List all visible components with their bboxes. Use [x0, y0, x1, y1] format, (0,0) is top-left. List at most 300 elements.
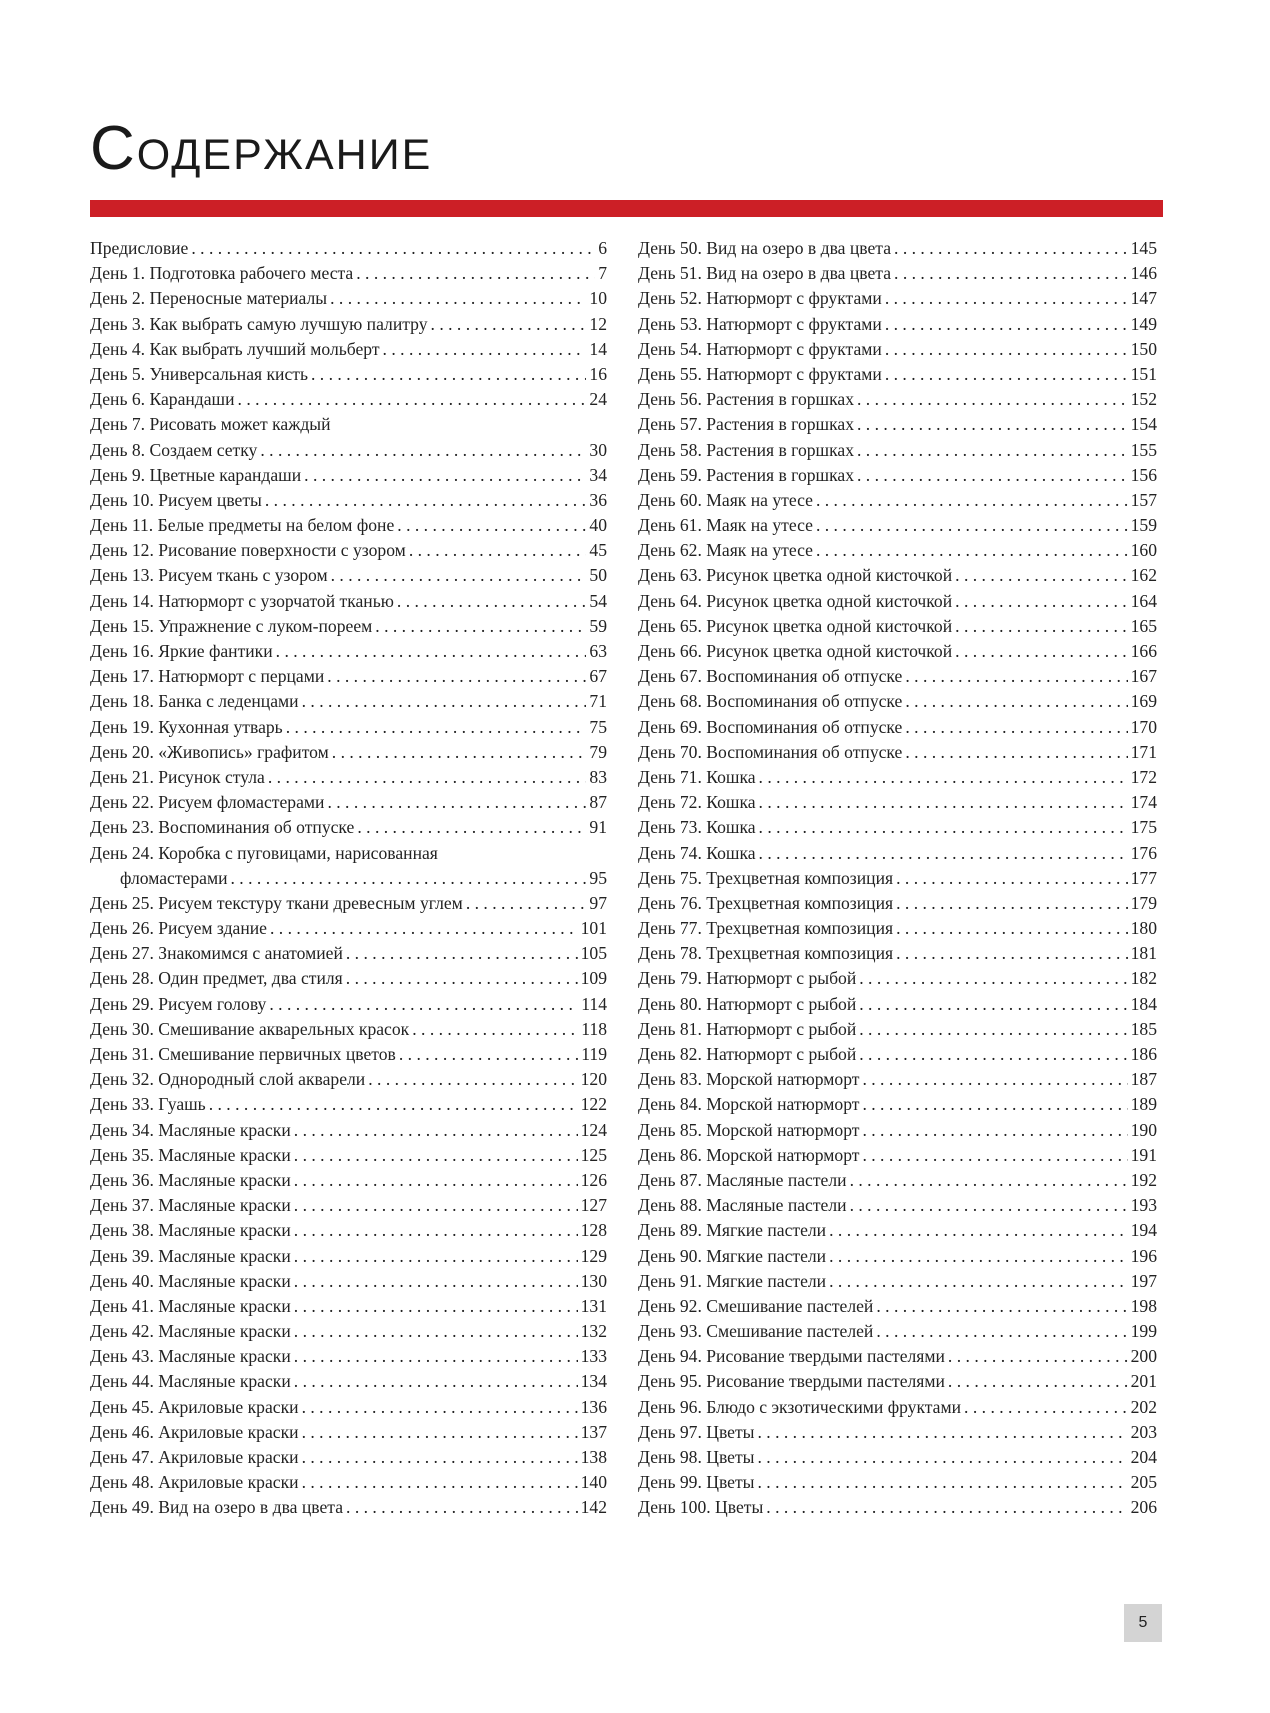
toc-entry-page: 180 — [1130, 918, 1157, 939]
toc-entry[interactable] — [90, 1168, 607, 1193]
dot-leader — [905, 689, 1127, 714]
toc-entry[interactable] — [638, 513, 1157, 538]
toc-entry-page: 177 — [1130, 867, 1157, 888]
toc-column-left — [90, 236, 607, 1521]
toc-entry-title: День 57. Растения в горшках — [638, 414, 854, 435]
toc-entry-title: День 53. Натюрморт с фруктами — [638, 313, 882, 334]
toc-entry[interactable] — [638, 261, 1157, 286]
toc-entry-title: День 6. Карандаши — [90, 389, 235, 410]
toc-entry[interactable] — [90, 992, 607, 1017]
dot-leader — [368, 1067, 577, 1092]
toc-entry[interactable] — [638, 387, 1157, 412]
toc-entry[interactable] — [90, 1395, 607, 1420]
toc-entry[interactable] — [638, 589, 1157, 614]
toc-entry[interactable] — [90, 312, 607, 337]
toc-entry[interactable] — [90, 1092, 607, 1117]
toc-entry-page: 145 — [1130, 238, 1157, 258]
toc-entry-title: День 58. Растения в горшках — [638, 439, 854, 460]
toc-entry[interactable] — [638, 438, 1157, 463]
toc-entry-title: День 32. Однородный слой акварели — [90, 1069, 366, 1090]
toc-entry[interactable] — [638, 1470, 1157, 1495]
dot-leader — [829, 1244, 1128, 1269]
toc-entry-page: 140 — [580, 1472, 607, 1493]
toc-entry[interactable] — [638, 337, 1157, 362]
toc-entry-title: День 85. Морской натюрморт — [638, 1119, 860, 1140]
toc-entry[interactable] — [638, 941, 1157, 966]
toc-entry-title: День 96. Блюдо с экзотическими фруктами — [638, 1396, 962, 1417]
dot-leader — [357, 815, 586, 840]
toc-entry[interactable] — [90, 1193, 607, 1218]
dot-leader — [332, 740, 587, 765]
toc-entry[interactable] — [90, 966, 607, 991]
dot-leader — [294, 1344, 578, 1369]
toc-entry-page: 156 — [1130, 464, 1157, 485]
toc-entry[interactable] — [638, 312, 1157, 337]
dot-leader — [816, 488, 1128, 513]
toc-entry[interactable] — [90, 1470, 607, 1495]
dot-leader — [302, 1445, 578, 1470]
toc-entry-title: День 48. Акриловые краски — [90, 1472, 299, 1493]
toc-entry[interactable] — [638, 1067, 1157, 1092]
toc-entry[interactable] — [90, 891, 607, 916]
dot-leader — [276, 639, 587, 664]
toc-entry[interactable] — [90, 589, 607, 614]
toc-entry-title: День 81. Натюрморт с рыбой — [638, 1018, 857, 1039]
toc-entry[interactable] — [90, 740, 607, 765]
toc-entry[interactable] — [90, 1420, 607, 1445]
toc-entry-page: 150 — [1130, 338, 1157, 359]
toc-entry[interactable] — [90, 639, 607, 664]
toc-entry-title: День 27. Знакомимся с анатомией — [90, 943, 343, 964]
toc-entry-title: День 80. Натюрморт с рыбой — [638, 993, 857, 1014]
toc-entry[interactable] — [638, 412, 1157, 437]
toc-entry-page: 179 — [1130, 892, 1157, 913]
toc-entry-page: 128 — [580, 1220, 607, 1241]
toc-entry[interactable] — [90, 790, 607, 815]
toc-entry[interactable] — [638, 1218, 1157, 1243]
toc-entry-title: День 92. Смешивание пастелей — [638, 1295, 874, 1316]
toc-entry[interactable] — [90, 513, 607, 538]
toc-entry-title: День 42. Масляные краски — [90, 1321, 291, 1342]
toc-entry-title: День 20. «Живопись» графитом — [90, 741, 329, 762]
toc-entry-page: 142 — [580, 1497, 607, 1518]
toc-entry-page: 172 — [1130, 766, 1157, 787]
toc-entry[interactable] — [90, 387, 607, 412]
toc-entry-page: 137 — [580, 1421, 607, 1442]
toc-entry-page: 197 — [1130, 1270, 1157, 1291]
dot-leader — [383, 337, 587, 362]
toc-entry-title: День 40. Масляные краски — [90, 1270, 291, 1291]
dot-leader — [397, 589, 587, 614]
dot-leader — [955, 589, 1127, 614]
toc-entry[interactable] — [90, 1495, 607, 1520]
dot-leader — [238, 387, 587, 412]
toc-entry-page: 131 — [580, 1295, 607, 1316]
toc-entry-title: День 18. Банка с леденцами — [90, 691, 299, 712]
toc-entry[interactable] — [638, 463, 1157, 488]
toc-entry[interactable] — [638, 236, 1157, 261]
toc-entry[interactable] — [638, 1017, 1157, 1042]
toc-entry[interactable] — [638, 815, 1157, 840]
toc-entry-title: День 84. Морской натюрморт — [638, 1094, 860, 1115]
dot-leader — [859, 966, 1127, 991]
toc-entry-page: 166 — [1130, 641, 1157, 661]
dot-leader — [885, 286, 1128, 311]
toc-entry-page: 138 — [580, 1447, 607, 1467]
toc-entry-page: 50 — [589, 565, 607, 586]
toc-entry-title: День 83. Морской натюрморт — [638, 1069, 860, 1090]
toc-entry-page: 36 — [589, 489, 607, 510]
toc-entry-page: 105 — [580, 943, 607, 964]
dot-leader — [286, 715, 587, 740]
toc-entry[interactable] — [90, 941, 607, 966]
toc-entry-title: День 5. Универсальная кисть — [90, 363, 308, 384]
toc-entry-page: 198 — [1130, 1295, 1157, 1316]
toc-entry-title: День 43. Масляные краски — [90, 1346, 291, 1367]
toc-entry-title-continued: фломастерами — [120, 867, 228, 888]
toc-entry-title: День 23. Воспоминания об отпуске — [90, 817, 355, 838]
dot-leader — [397, 513, 586, 538]
toc-entry-title: День 37. Масляные краски — [90, 1195, 291, 1216]
toc-entry[interactable] — [638, 715, 1157, 740]
dot-leader — [375, 614, 586, 639]
dot-leader — [191, 236, 595, 261]
toc-entry-title: День 100. Цветы — [638, 1497, 764, 1518]
toc-entry[interactable] — [90, 538, 607, 563]
toc-entry-title: День 94. Рисование твердыми пастелями — [638, 1346, 945, 1367]
toc-entry-title: День 77. Трехцветная композиция — [638, 918, 894, 939]
toc-entry-title: День 1. Подготовка рабочего места — [90, 263, 354, 284]
toc-entry-title: День 34. Масляные краски — [90, 1119, 291, 1140]
toc-entry[interactable] — [638, 362, 1157, 387]
toc-entry-page: 160 — [1130, 540, 1157, 561]
dot-leader — [260, 438, 586, 463]
toc-entry[interactable] — [90, 337, 607, 362]
dot-leader — [896, 941, 1128, 966]
dot-leader — [894, 261, 1128, 286]
toc-entry-page: 147 — [1130, 288, 1157, 309]
dot-leader — [876, 1294, 1127, 1319]
dot-leader — [859, 992, 1127, 1017]
toc-entry[interactable] — [90, 463, 607, 488]
toc-entry-page: 159 — [1130, 515, 1157, 536]
toc-entry-page: 132 — [580, 1321, 607, 1342]
toc-entry-page: 97 — [589, 892, 607, 913]
toc-entry[interactable] — [638, 488, 1157, 513]
toc-entry-page: 79 — [589, 741, 607, 762]
toc-entry[interactable] — [638, 1294, 1157, 1319]
toc-entry-title: День 4. Как выбрать лучший мольберт — [90, 338, 380, 359]
toc-entry[interactable] — [638, 1269, 1157, 1294]
toc-entry[interactable] — [638, 916, 1157, 941]
toc-entry-page: 122 — [580, 1094, 607, 1115]
toc-entry-page: 164 — [1130, 590, 1157, 611]
dot-leader — [265, 488, 587, 513]
toc-entry-page: 10 — [589, 288, 607, 309]
toc-entry[interactable] — [90, 841, 607, 891]
toc-entry[interactable] — [90, 815, 607, 840]
toc-entry[interactable] — [638, 1193, 1157, 1218]
toc-entry[interactable] — [638, 639, 1157, 664]
toc-entry-page: 12 — [589, 313, 607, 334]
toc-entry[interactable] — [638, 1369, 1157, 1394]
toc-entry-title: День 87. Масляные пастели — [638, 1169, 847, 1190]
toc-entry-page: 165 — [1130, 615, 1157, 636]
dot-leader — [302, 1420, 578, 1445]
toc-entry[interactable] — [90, 1118, 607, 1143]
toc-entry-title: День 60. Маяк на утесе — [638, 489, 813, 510]
toc-entry-title: День 73. Кошка — [638, 817, 756, 838]
toc-entry[interactable] — [638, 765, 1157, 790]
toc-entry[interactable] — [638, 790, 1157, 815]
toc-entry-page: 189 — [1130, 1094, 1157, 1115]
toc-entry-title: День 19. Кухонная утварь — [90, 716, 283, 737]
toc-entry-page: 186 — [1130, 1044, 1157, 1064]
toc-entry-page: 205 — [1130, 1472, 1157, 1493]
toc-entry[interactable] — [638, 664, 1157, 689]
toc-entry-title: День 61. Маяк на утесе — [638, 515, 813, 536]
dot-leader — [399, 1042, 578, 1067]
toc-entry[interactable] — [90, 488, 607, 513]
toc-entry-title: День 95. Рисование твердыми пастелями — [638, 1371, 945, 1392]
toc-entry[interactable] — [638, 841, 1157, 866]
toc-entry[interactable] — [638, 1319, 1157, 1344]
toc-entry-page: 201 — [1130, 1371, 1157, 1392]
toc-entry[interactable] — [90, 614, 607, 639]
toc-entry-title: День 49. Вид на озеро в два цвета — [90, 1497, 344, 1518]
dot-leader — [757, 1420, 1127, 1445]
dot-leader — [294, 1218, 578, 1243]
toc-entry[interactable] — [638, 689, 1157, 714]
toc-entry[interactable] — [638, 286, 1157, 311]
page-title: Содержание — [90, 114, 433, 183]
toc-entry[interactable] — [90, 1294, 607, 1319]
toc-entry-page: 101 — [580, 918, 607, 939]
toc-entry-title: День 31. Смешивание первичных цветов — [90, 1044, 396, 1064]
toc-entry-title: День 17. Натюрморт с перцами — [90, 666, 325, 687]
toc-entry[interactable] — [638, 1495, 1157, 1520]
dot-leader — [294, 1294, 578, 1319]
toc-entry[interactable] — [638, 966, 1157, 991]
toc-entry-title: День 71. Кошка — [638, 766, 756, 787]
toc-entry-page: 191 — [1130, 1144, 1157, 1165]
toc-entry-title: День 91. Мягкие пастели — [638, 1270, 827, 1291]
dot-leader — [862, 1118, 1127, 1143]
dot-leader — [885, 362, 1128, 387]
toc-entry-page: 40 — [589, 515, 607, 536]
toc-entry-title: День 25. Рисуем текстуру ткани древесным углем — [90, 892, 463, 913]
toc-entry-page: 126 — [580, 1169, 607, 1190]
dot-leader — [327, 664, 586, 689]
dot-leader — [905, 715, 1127, 740]
dot-leader — [331, 563, 587, 588]
toc-entry-title: День 63. Рисунок цветка одной кисточкой — [638, 565, 953, 586]
dot-leader — [759, 765, 1128, 790]
toc-entry[interactable] — [638, 1042, 1157, 1067]
toc-entry-title: День 67. Воспоминания об отпуске — [638, 666, 903, 687]
toc-entry[interactable] — [90, 1218, 607, 1243]
toc-entry-title: День 46. Акриловые краски — [90, 1421, 299, 1442]
toc-entry-page: 127 — [580, 1195, 607, 1216]
toc-entry[interactable] — [638, 1143, 1157, 1168]
toc-entry-title: День 39. Масляные краски — [90, 1245, 291, 1266]
toc-entry[interactable] — [90, 715, 607, 740]
toc-entry-page: 30 — [589, 439, 607, 460]
toc-entry-page: 120 — [580, 1069, 607, 1090]
dot-leader — [294, 1143, 578, 1168]
dot-leader — [885, 312, 1128, 337]
toc-entry-title: День 9. Цветные карандаши — [90, 464, 302, 485]
dot-leader — [431, 312, 587, 337]
toc-entry[interactable] — [638, 538, 1157, 563]
dot-leader — [270, 916, 578, 941]
toc-entry-title: День 66. Рисунок цветка одной кисточкой — [638, 641, 953, 661]
toc-entry-title: День 22. Рисуем фломастерами — [90, 792, 325, 813]
toc-entry-page: 130 — [580, 1270, 607, 1291]
toc-entry[interactable] — [90, 765, 607, 790]
toc-entry[interactable] — [638, 1244, 1157, 1269]
dot-leader — [894, 236, 1128, 261]
toc-entry-title: День 75. Трехцветная композиция — [638, 867, 894, 888]
toc-entry-page: 109 — [580, 968, 607, 989]
dot-leader — [896, 916, 1128, 941]
toc-entry-page: 192 — [1130, 1169, 1157, 1190]
toc-entry[interactable] — [638, 563, 1157, 588]
toc-entry-page: 174 — [1130, 792, 1157, 813]
toc-entry[interactable] — [90, 1319, 607, 1344]
toc-entry-title: День 8. Создаем сетку — [90, 439, 258, 460]
toc-entry-title: День 62. Маяк на утесе — [638, 540, 813, 561]
dot-leader — [302, 1395, 578, 1420]
toc-entry-page: 155 — [1130, 439, 1157, 460]
dot-leader — [294, 1319, 578, 1344]
toc-entry[interactable] — [90, 664, 607, 689]
toc-entry-title: День 29. Рисуем голову — [90, 993, 267, 1014]
toc-entry-page: 124 — [580, 1119, 607, 1140]
dot-leader — [857, 438, 1128, 463]
toc-entry-page: 67 — [589, 666, 607, 687]
toc-entry[interactable] — [638, 1118, 1157, 1143]
dot-leader — [955, 614, 1127, 639]
dot-leader — [948, 1369, 1128, 1394]
toc-entry-title: День 30. Смешивание акварельных красок — [90, 1018, 410, 1039]
dot-leader — [859, 1017, 1127, 1042]
dot-leader — [327, 790, 586, 815]
toc-entry-page: 125 — [580, 1144, 607, 1165]
toc-entry-page: 162 — [1130, 565, 1157, 586]
toc-entry[interactable] — [638, 1168, 1157, 1193]
toc-entry-page: 152 — [1130, 389, 1157, 410]
toc-entry-title: День 44. Масляные краски — [90, 1371, 291, 1392]
toc-entry[interactable] — [638, 1395, 1157, 1420]
toc-entry-page: 175 — [1130, 817, 1157, 838]
toc-entry-page: 14 — [589, 338, 607, 359]
toc-entry[interactable] — [90, 916, 607, 941]
toc-entry[interactable] — [90, 1042, 607, 1067]
toc-entry[interactable] — [638, 1420, 1157, 1445]
toc-entry[interactable] — [638, 866, 1157, 891]
toc-entry-title: День 28. Один предмет, два стиля — [90, 968, 343, 989]
toc-entry[interactable] — [90, 1244, 607, 1269]
toc-entry[interactable] — [90, 1017, 607, 1042]
toc-entry-page: 194 — [1130, 1220, 1157, 1241]
toc-entry[interactable] — [638, 1092, 1157, 1117]
toc-entry-title: День 35. Масляные краски — [90, 1144, 291, 1165]
toc-entry[interactable] — [638, 891, 1157, 916]
toc-entry-title: День 45. Акриловые краски — [90, 1396, 299, 1417]
dot-leader — [905, 740, 1127, 765]
toc-entry-page: 119 — [581, 1044, 607, 1064]
toc-entry[interactable] — [90, 1143, 607, 1168]
toc-entry-page: 6 — [598, 238, 607, 258]
toc-entry-page: 136 — [580, 1396, 607, 1417]
toc-entry-page: 54 — [589, 590, 607, 611]
toc-entry-page: 114 — [581, 993, 607, 1014]
toc-entry[interactable] — [638, 1344, 1157, 1369]
dot-leader — [955, 639, 1127, 664]
toc-entry[interactable] — [90, 286, 607, 311]
toc-entry-title: День 38. Масляные краски — [90, 1220, 291, 1241]
toc-entry-page: 146 — [1130, 263, 1157, 284]
toc-entry[interactable] — [90, 1344, 607, 1369]
toc-entry[interactable] — [90, 362, 607, 387]
toc-entry[interactable] — [90, 1269, 607, 1294]
toc-entry[interactable] — [638, 740, 1157, 765]
dot-leader — [862, 1143, 1127, 1168]
toc-entry-page: 134 — [580, 1371, 607, 1392]
dot-leader — [209, 1092, 578, 1117]
toc-entry[interactable] — [90, 236, 607, 261]
toc-entry-page: 170 — [1130, 716, 1157, 737]
toc-entry[interactable] — [90, 1067, 607, 1092]
dot-leader — [905, 664, 1127, 689]
toc-entry[interactable] — [638, 614, 1157, 639]
toc-entry[interactable] — [90, 1445, 607, 1470]
dot-leader — [294, 1118, 578, 1143]
toc-entry-title: День 69. Воспоминания об отпуске — [638, 716, 903, 737]
dot-leader — [857, 412, 1128, 437]
toc-entry[interactable] — [638, 1445, 1157, 1470]
toc-entry[interactable] — [638, 992, 1157, 1017]
toc-entry-page: 169 — [1130, 691, 1157, 712]
toc-entry-page: 24 — [589, 389, 607, 410]
toc-entry-title: День 10. Рисуем цветы — [90, 489, 262, 510]
toc-entry[interactable] — [90, 438, 607, 463]
toc-entry[interactable] — [90, 1369, 607, 1394]
dot-leader — [294, 1168, 578, 1193]
toc-entry-title: День 64. Рисунок цветка одной кисточкой — [638, 590, 953, 611]
toc-entry-title: День 98. Цветы — [638, 1447, 755, 1467]
toc-entry-page: 185 — [1130, 1018, 1157, 1039]
toc-entry-page: 16 — [589, 363, 607, 384]
dot-leader — [330, 286, 586, 311]
dot-leader — [759, 790, 1128, 815]
toc-entry[interactable] — [90, 563, 607, 588]
toc-entry[interactable] — [90, 689, 607, 714]
title-rule — [90, 200, 1163, 217]
toc-entry[interactable] — [90, 261, 607, 286]
toc-entry[interactable] — [90, 412, 607, 437]
toc-entry-page: 149 — [1130, 313, 1157, 334]
toc-entry-page: 206 — [1130, 1497, 1157, 1518]
toc-entry-page: 171 — [1130, 741, 1157, 762]
toc-entry-page: 63 — [589, 641, 607, 661]
toc-entry-page: 154 — [1130, 414, 1157, 435]
toc-entry-title: День 7. Рисовать может каждый — [90, 414, 331, 435]
toc-entry-page: 203 — [1130, 1421, 1157, 1442]
toc-entry-title: День 41. Масляные краски — [90, 1295, 291, 1316]
toc-entry-title: День 11. Белые предметы на белом фоне — [90, 515, 395, 536]
